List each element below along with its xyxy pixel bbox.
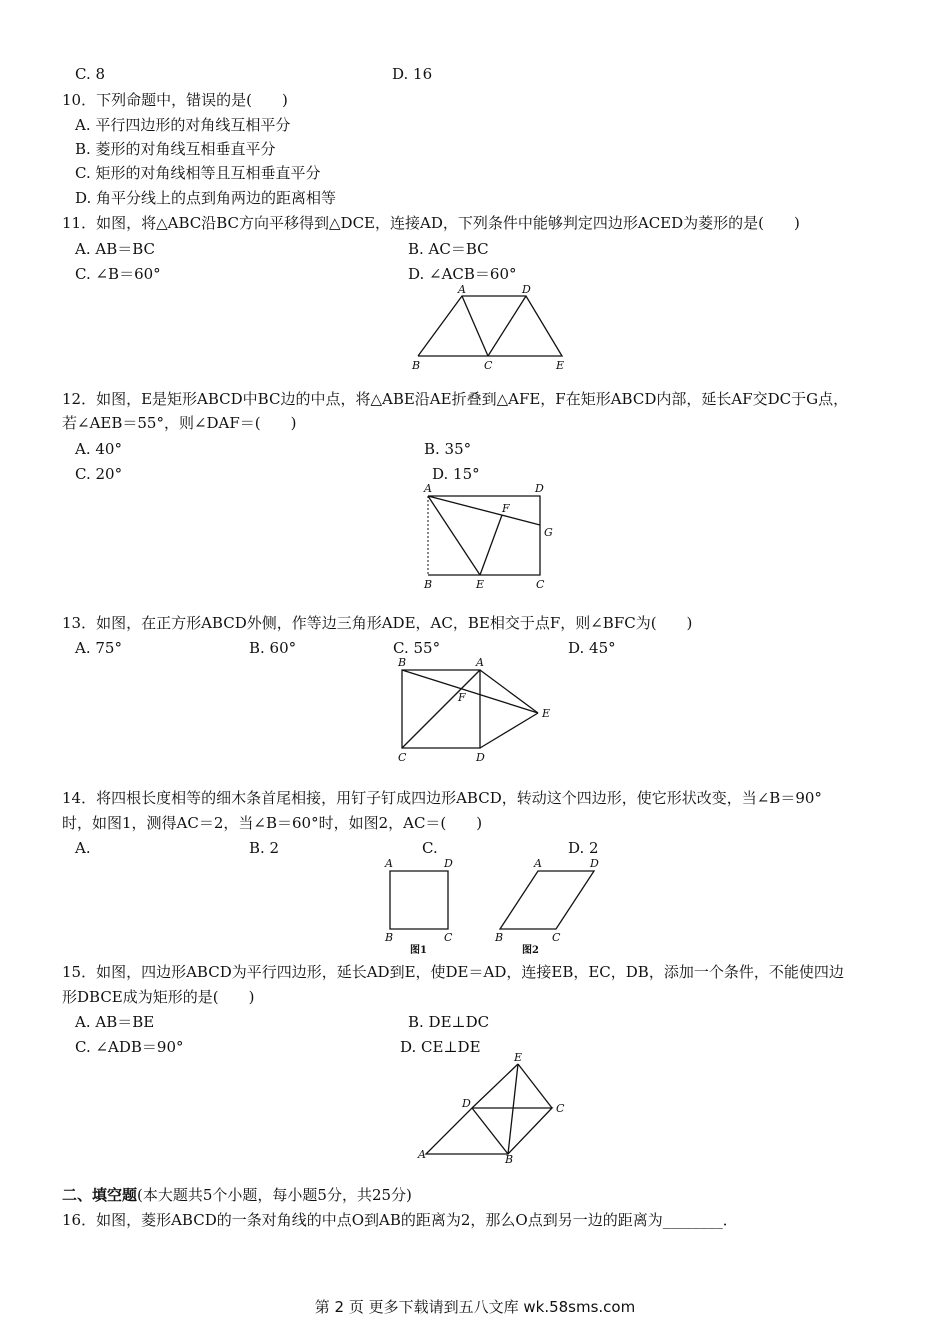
q11-stem: 11．如图，将△ABC沿BC方向平移得到△DCE，连接AD，下列条件中能够判定四边形ACED为菱形的是( ) <box>62 214 800 232</box>
q14-fig1-square <box>390 871 448 929</box>
q15-segment-db <box>472 1108 508 1154</box>
q13-option-b: B. 60° <box>249 639 297 657</box>
q13-stem: 13．如图，在正方形ABCD外侧，作等边三角形ADE，AC，BE相交于点F，则∠BFC为( ) <box>62 614 693 632</box>
q14-fig1-label-a: A <box>385 857 393 870</box>
q11-segment-dc <box>488 296 526 356</box>
q12-label-f: F <box>502 502 510 515</box>
q12-stem-line1: 12．如图，E是矩形ABCD中BC边的中点，将△ABE沿AE折叠到△AFE，F在矩形ABCD内部，延长AF交DC于G点， <box>62 390 849 408</box>
q13-label-f: F <box>458 691 466 704</box>
q14-fig1-label-c: C <box>444 931 453 944</box>
q10-option-d: D. 角平分线上的点到角两边的距离相等 <box>75 189 337 207</box>
q13-label-b: B <box>398 656 407 669</box>
q13-segment-be <box>402 670 538 713</box>
section2-note: (本大题共5个小题，每小题5分，共25分) <box>137 1186 412 1204</box>
q14-option-a: A. <box>75 839 91 857</box>
q14-fig1-label-b: B <box>385 931 394 944</box>
q15-label-b: B <box>505 1153 514 1166</box>
q10-option-c: C. 矩形的对角线相等且互相垂直平分 <box>75 164 321 182</box>
q15-segment-ec <box>518 1064 552 1108</box>
q14-option-b: B. 2 <box>249 839 280 857</box>
q10-option-a: A. 平行四边形的对角线互相平分 <box>75 116 291 134</box>
q14-option-c: C. <box>422 839 438 857</box>
q15-option-c: C. ∠ADB＝90° <box>75 1038 184 1056</box>
q12-segment-fe <box>480 515 502 575</box>
q15-label-c: C <box>556 1102 565 1115</box>
q12-option-b: B. 35° <box>424 440 472 458</box>
q15-label-e: E <box>514 1051 523 1064</box>
q15-figure <box>412 1052 577 1164</box>
q9-option-d: D. 16 <box>392 65 433 83</box>
q13-label-a: A <box>476 656 484 669</box>
q15-segment-eb <box>508 1064 518 1154</box>
section2-heading <box>62 1185 412 1205</box>
q13-segment-de <box>480 713 538 748</box>
q12-stem-line2: 若∠AEB＝55°，则∠DAF＝( ) <box>62 414 297 432</box>
q14-stem-line1: 14．将四根长度相等的细木条首尾相接，用钉子钉成四边形ABCD，转动这个四边形，使它形状改变，当∠B＝90° <box>62 789 822 807</box>
q15-stem-line1: 15．如图，四边形ABCD为平行四边形，延长AD到E，使DE＝AD，连接EB，EC，DB，添加一个条件，不能使四边 <box>62 963 844 981</box>
q10-option-b: B. 菱形的对角线互相垂直平分 <box>75 140 276 158</box>
q14-stem-line2: 时，如图1，测得AC＝2，当∠B＝60°时，如图2，AC＝( ) <box>62 814 483 832</box>
q11-segment-ac <box>462 296 488 356</box>
q11-label-d: D <box>522 283 531 296</box>
q12-label-d: D <box>535 482 544 495</box>
q14-fig2-label-a: A <box>534 857 542 870</box>
q12-label-b: B <box>424 578 433 591</box>
q14-fig2-rhombus <box>500 871 594 929</box>
q14-fig2-label-c: C <box>552 931 561 944</box>
q15-label-d: D <box>462 1097 471 1110</box>
q14-fig2-label-b: B <box>495 931 504 944</box>
q11-option-d: D. ∠ACB＝60° <box>408 265 517 283</box>
q12-option-a: A. 40° <box>75 440 122 458</box>
q16-stem: 16．如图，菱形ABCD的一条对角线的中点O到AB的距离为2，那么O点到另一边的距离为________． <box>62 1211 738 1229</box>
q15-parallelogram-abcd <box>426 1108 552 1154</box>
q11-label-c: C <box>484 359 493 372</box>
q14-figure <box>380 855 610 960</box>
q15-segment-de <box>472 1064 518 1108</box>
q13-option-d: D. 45° <box>568 639 616 657</box>
q11-figure <box>400 282 580 374</box>
q13-figure <box>392 656 562 766</box>
q11-option-b: B. AC＝BC <box>408 240 489 258</box>
q14-option-d: D. 2 <box>568 839 599 857</box>
q14-fig1-label-d: D <box>444 857 453 870</box>
q12-label-c: C <box>536 578 545 591</box>
q12-option-c: C. 20° <box>75 465 123 483</box>
q12-label-g: G <box>544 526 553 539</box>
q15-option-b: B. DE⊥DC <box>408 1013 490 1031</box>
q11-shape-outline <box>418 296 562 356</box>
q14-fig1-caption: 图1 <box>410 945 427 956</box>
q13-label-c: C <box>398 751 407 764</box>
q12-option-d: D. 15° <box>432 465 480 483</box>
q10-stem: 10．下列命题中，错误的是( ) <box>62 91 288 109</box>
q13-label-d: D <box>476 751 485 764</box>
q12-figure <box>418 482 563 592</box>
q15-label-a: A <box>418 1148 426 1161</box>
q12-label-a: A <box>424 482 432 495</box>
q14-fig2-label-d: D <box>590 857 599 870</box>
q13-option-c: C. 55° <box>393 639 441 657</box>
q15-option-d: D. CE⊥DE <box>400 1038 481 1056</box>
q13-option-a: A. 75° <box>75 639 122 657</box>
q13-segment-ae <box>480 670 538 713</box>
q11-label-a: A <box>458 283 466 296</box>
q13-label-e: E <box>542 707 551 720</box>
q9-option-c: C. 8 <box>75 65 106 83</box>
q11-option-a: A. AB＝BC <box>75 240 156 258</box>
section2-title: 二、填空题 <box>62 1186 138 1204</box>
q15-stem-line2: 形DBCE成为矩形的是( ) <box>62 988 255 1006</box>
q12-label-e: E <box>476 578 485 591</box>
q15-option-a: A. AB＝BE <box>75 1013 155 1031</box>
page-footer: 第 2 页 更多下载请到五八文库 wk.58sms.com <box>314 1298 636 1316</box>
q14-fig2-caption: 图2 <box>522 945 539 956</box>
q11-label-b: B <box>412 359 421 372</box>
q11-option-c: C. ∠B＝60° <box>75 265 161 283</box>
q11-label-e: E <box>556 359 565 372</box>
